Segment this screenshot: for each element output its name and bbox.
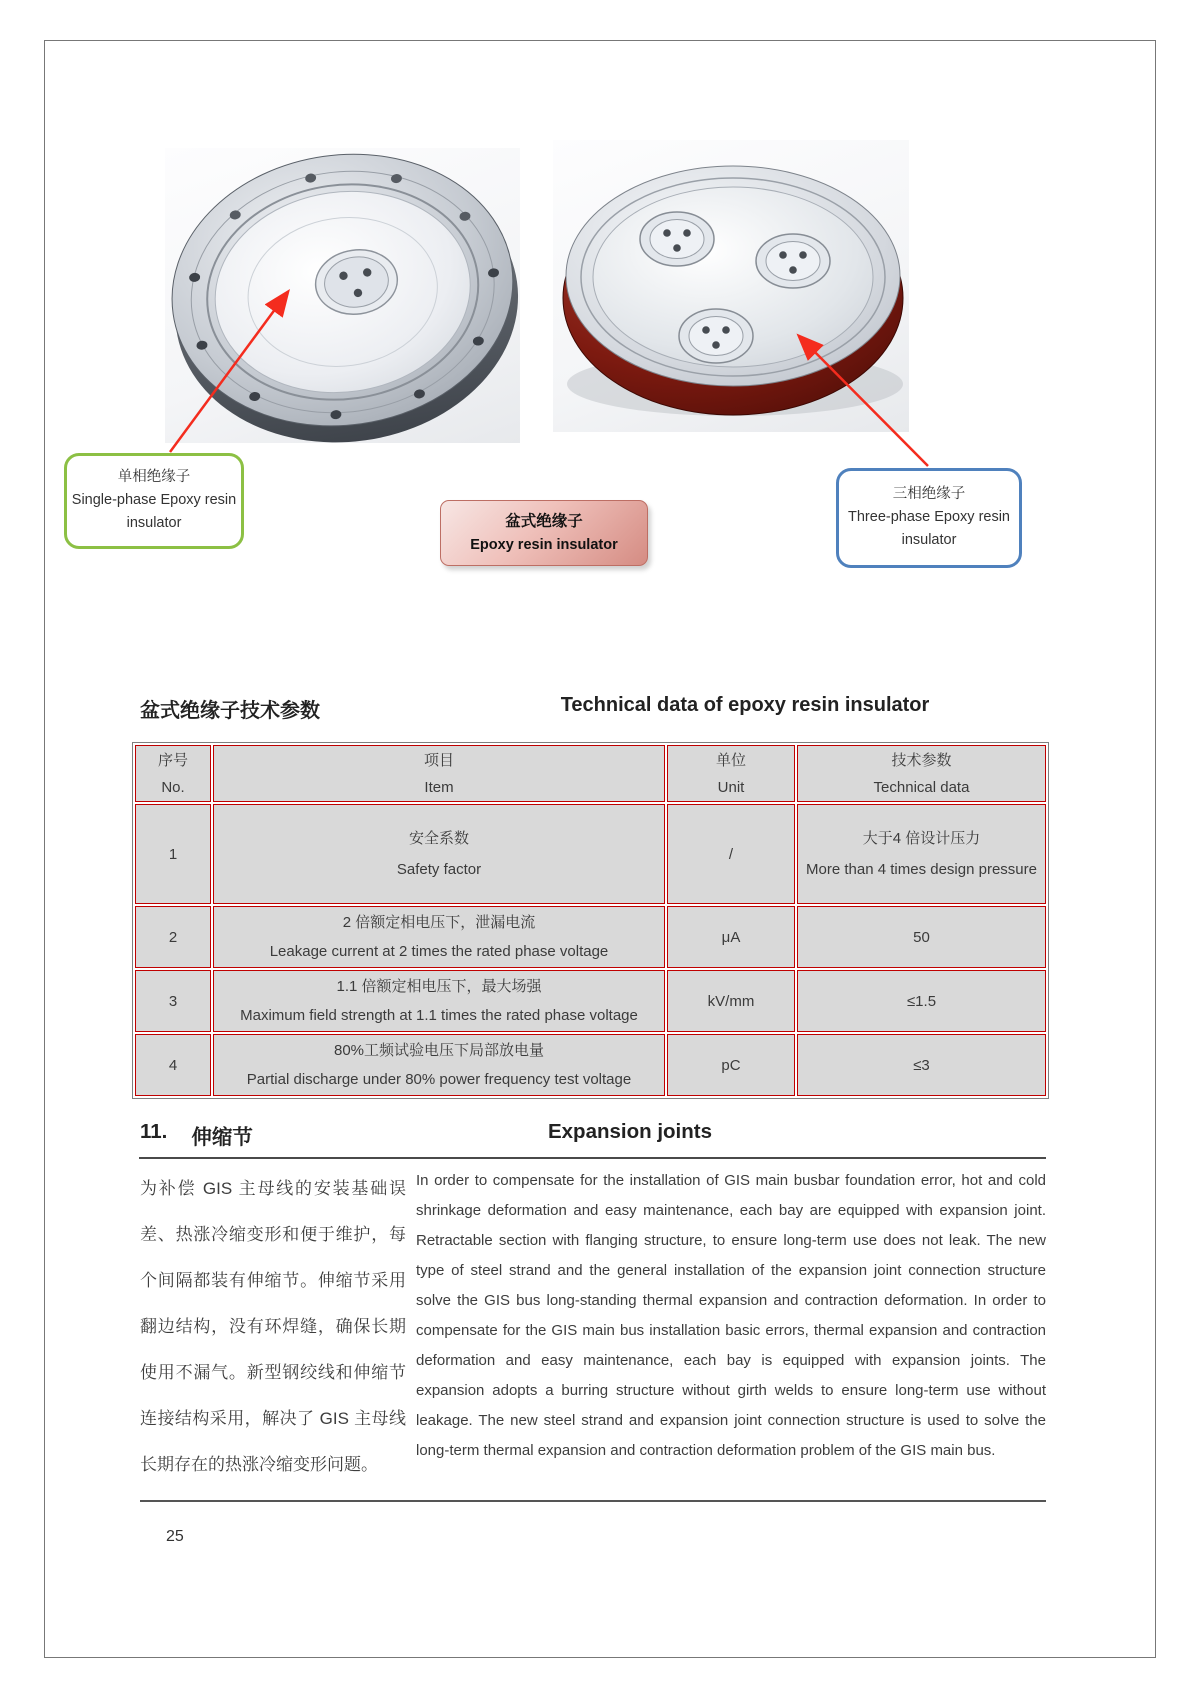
phase-hub-1 xyxy=(640,212,714,266)
header-item-zh: 项目 xyxy=(423,751,454,769)
row-no: 2 xyxy=(168,928,178,946)
row-data-zh: 大于4 倍设计压力 xyxy=(862,830,981,847)
section-divider-top xyxy=(139,1157,1046,1159)
header-unit-zh: 单位 xyxy=(715,751,746,769)
header-unit xyxy=(667,745,795,802)
row-item-zh: 2 倍额定相电压下，泄漏电流 xyxy=(342,914,536,931)
header-data xyxy=(797,745,1046,802)
row-item-en: Leakage current at 2 times the rated phase voltage xyxy=(269,943,609,960)
row-no: 3 xyxy=(168,992,178,1010)
row-unit: pC xyxy=(721,1056,741,1074)
row-unit: μA xyxy=(721,928,741,946)
row-item-en: Partial discharge under 80% power frequency test voltage xyxy=(246,1071,632,1088)
epoxy-resin-label-en: Epoxy resin insulator xyxy=(470,537,618,553)
table-title-zh: 盆式绝缘子技术参数 xyxy=(140,700,320,722)
header-data-zh: 技术参数 xyxy=(891,751,952,769)
row-item-en: Safety factor xyxy=(396,861,482,878)
section-11-body xyxy=(140,1166,1046,1546)
phase-hub-2 xyxy=(756,234,830,288)
section-11-heading-en: Expansion joints xyxy=(547,1120,713,1143)
section-11-heading-zh xyxy=(140,1120,253,1150)
row-no: 1 xyxy=(168,845,178,863)
epoxy-resin-label-zh: 盆式绝缘子 xyxy=(505,513,583,530)
phase-hub-3 xyxy=(679,309,753,363)
bilingual-columns xyxy=(140,1166,1046,1502)
table-header-row xyxy=(135,745,1046,802)
row-item-zh: 80%工频试验电压下局部放电量 xyxy=(333,1042,545,1059)
technical-data-table xyxy=(132,742,1049,1099)
table-row xyxy=(135,906,1046,968)
header-data-en: Technical data xyxy=(873,778,970,796)
row-unit: kV/mm xyxy=(707,992,755,1010)
single-phase-label-en: Single-phase Epoxy resin insulator xyxy=(71,492,237,531)
single-phase-insulator-drawing xyxy=(165,148,520,443)
body-paragraph-zh: 为补偿 GIS 主母线的安装基础误差、热涨冷缩变形和便于维护，每个间隔都装有伸缩节。伸缩节采用翻边结构，没有环焊缝，确保长期使用不漏气。新型钢绞线和伸缩节连接结构采用，解决了 GIS 主母线长期存在的热涨冷缩变形问题。 xyxy=(140,1179,406,1474)
section-title-zh: 伸缩节 xyxy=(191,1126,253,1149)
page-number: 25 xyxy=(166,1528,184,1545)
header-unit-en: Unit xyxy=(717,778,745,796)
single-phase-label-zh: 单相绝缘子 xyxy=(117,469,191,485)
header-item-en: Item xyxy=(424,778,454,796)
three-phase-insulator-drawing xyxy=(553,140,909,432)
header-item xyxy=(213,745,665,802)
row-data-zh: ≤1.5 xyxy=(906,992,937,1010)
section-number: 11. xyxy=(140,1120,168,1143)
header-no xyxy=(135,745,211,802)
header-no-en: No. xyxy=(161,778,185,796)
single-phase-callout xyxy=(64,453,244,549)
epoxy-resin-callout xyxy=(440,500,648,566)
table-row xyxy=(135,804,1046,904)
header-no-zh: 序号 xyxy=(157,751,188,769)
row-item-zh: 安全系数 xyxy=(408,830,469,847)
row-item-zh: 1.1 倍额定相电压下，最大场强 xyxy=(336,978,542,995)
row-unit: / xyxy=(728,845,734,863)
three-phase-label-en: Three-phase Epoxy resin insulator xyxy=(848,509,1010,548)
row-data-zh: ≤3 xyxy=(913,1056,930,1074)
three-phase-callout xyxy=(836,468,1022,568)
row-no: 4 xyxy=(168,1056,178,1074)
row-item-en: Maximum field strength at 1.1 times the rated phase voltage xyxy=(240,1007,638,1024)
body-paragraph-en: In order to compensate for the installation of GIS main busbar foundation error, hot and cold shrinkage deformation and easy maintenance, each bay are equipped with expansion joint. Retractable section with flanging structure, to ensure long-term use does not leak. The new type of steel strand and the general installation of the expansion joint connection structure solve the GIS bus long-standing thermal expansion and contraction deformation. In order to compensate for the GIS main bus installation basic errors, thermal expansion and contraction deformation and easy maintenance, each bay is equipped with expansion joints. The expansion adopts a burring structure without girth welds to ensure long-term use without leakage. The new steel strand and expansion joint connection structure is used to solve the long-term thermal expansion and contraction deformation problem of the GIS main bus. xyxy=(416,1172,1046,1459)
row-data-zh: 50 xyxy=(913,928,930,946)
three-phase-label-zh: 三相绝缘子 xyxy=(892,486,966,502)
row-data-en: More than 4 times design pressure xyxy=(806,861,1037,878)
table-title-en: Technical data of epoxy resin insulator xyxy=(560,694,930,716)
single-phase-insulator-image xyxy=(165,148,520,443)
table-row xyxy=(135,1034,1046,1096)
three-phase-insulator-image xyxy=(553,140,909,432)
table-row xyxy=(135,970,1046,1032)
